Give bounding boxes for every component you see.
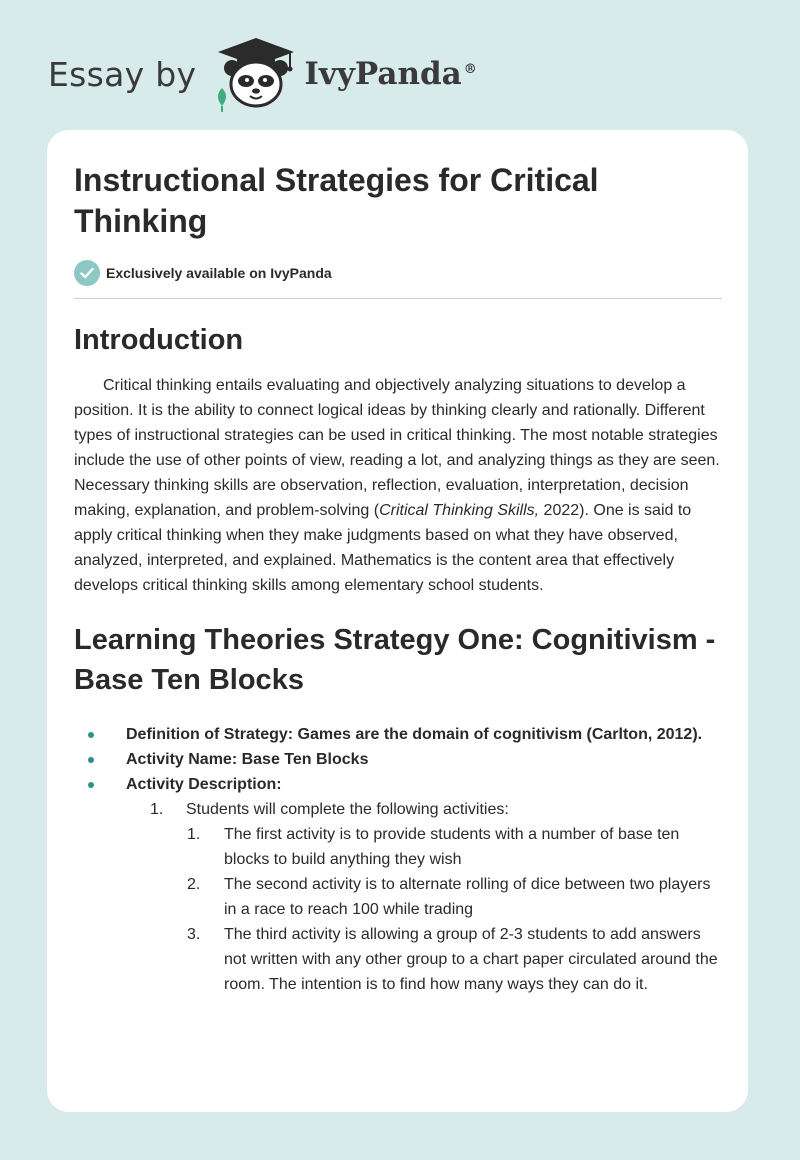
panda-graduate-icon [210,36,302,112]
intro-text-part2: 2022). One is said to apply critical thinking when they make judgments based on what they have observed, analyzed, interpreted, and explained. Mathematics is the content area that effectively develops critical thinking skills among elementary school students. [74,502,692,594]
intro-citation: Critical Thinking Skills, [379,502,540,519]
essay-title: Instructional Strategies for Critical Thinking [74,162,599,239]
activity-item [74,872,722,922]
introduction-paragraph [74,373,722,598]
activity-text: The third activity is allowing a group of 2-3 students to add answers not written with any other group to a chart paper circulated around the room. The intention is to find how many ways they can do it. [224,926,718,993]
ivy-leaf-icon [218,88,226,112]
outline-text: Students will complete the following activities: [186,801,509,818]
activity-text: The first activity is to provide students with a number of base ten blocks to build anything they wish [224,826,680,868]
exclusive-badge [74,260,722,286]
activity-number: 3. [187,926,201,943]
exclusive-label: Exclusively available on IvyPanda [106,265,332,281]
bullet-text: Definition of Strategy: Games are the domain of cognitivism (Carlton, 2012). [126,726,703,743]
activity-text: The second activity is to alternate rolling of dice between two players in a race to reach 100 while trading [224,876,711,918]
section-heading-strategy-one: Learning Theories Strategy One: Cognitivism - Base Ten Blocks [74,624,716,696]
bullet-dot [88,732,94,738]
brand-name [304,56,476,92]
bullet-item [74,772,722,797]
outline-number: 1. [150,801,164,818]
activities-list [74,822,722,997]
bullet-item [74,747,722,772]
brand-prefix: Essay by [48,54,197,94]
bullet-item [74,722,722,747]
title-divider [74,298,722,299]
activity-number: 2. [187,876,201,893]
strategy-bullet-list [74,722,722,797]
registered-mark: ® [463,61,477,77]
bullet-text: Activity Description: [126,776,282,793]
bullet-text: Activity Name: Base Ten Blocks [126,751,369,768]
essay-content [74,160,722,997]
check-badge-icon [74,260,100,286]
essay-card [47,130,748,1112]
bullet-dot [88,757,94,763]
brand-name-text: IvyPanda [304,56,462,92]
section-heading-introduction: Introduction [74,324,244,356]
intro-text-part1: Critical thinking entails evaluating and objectively analyzing situations to develop a position. It is the ability to connect logical ideas by thinking clearly and rationally. Different types of instructional strategies can be used in critical thinking. The most notable strategies include the use of other points of view, reading a lot, and analyzing things as they are seen. Necessary thinking skills are observation, reflection, evaluation, interpretation, decision making, explanation, and problem-solving ( [74,377,720,519]
bullet-dot [88,782,94,788]
activity-item [74,922,722,997]
activity-number: 1. [187,826,201,843]
activity-outline [74,797,722,822]
outline-item [74,797,722,822]
activity-item [74,822,722,872]
brand-header[interactable] [48,36,477,112]
